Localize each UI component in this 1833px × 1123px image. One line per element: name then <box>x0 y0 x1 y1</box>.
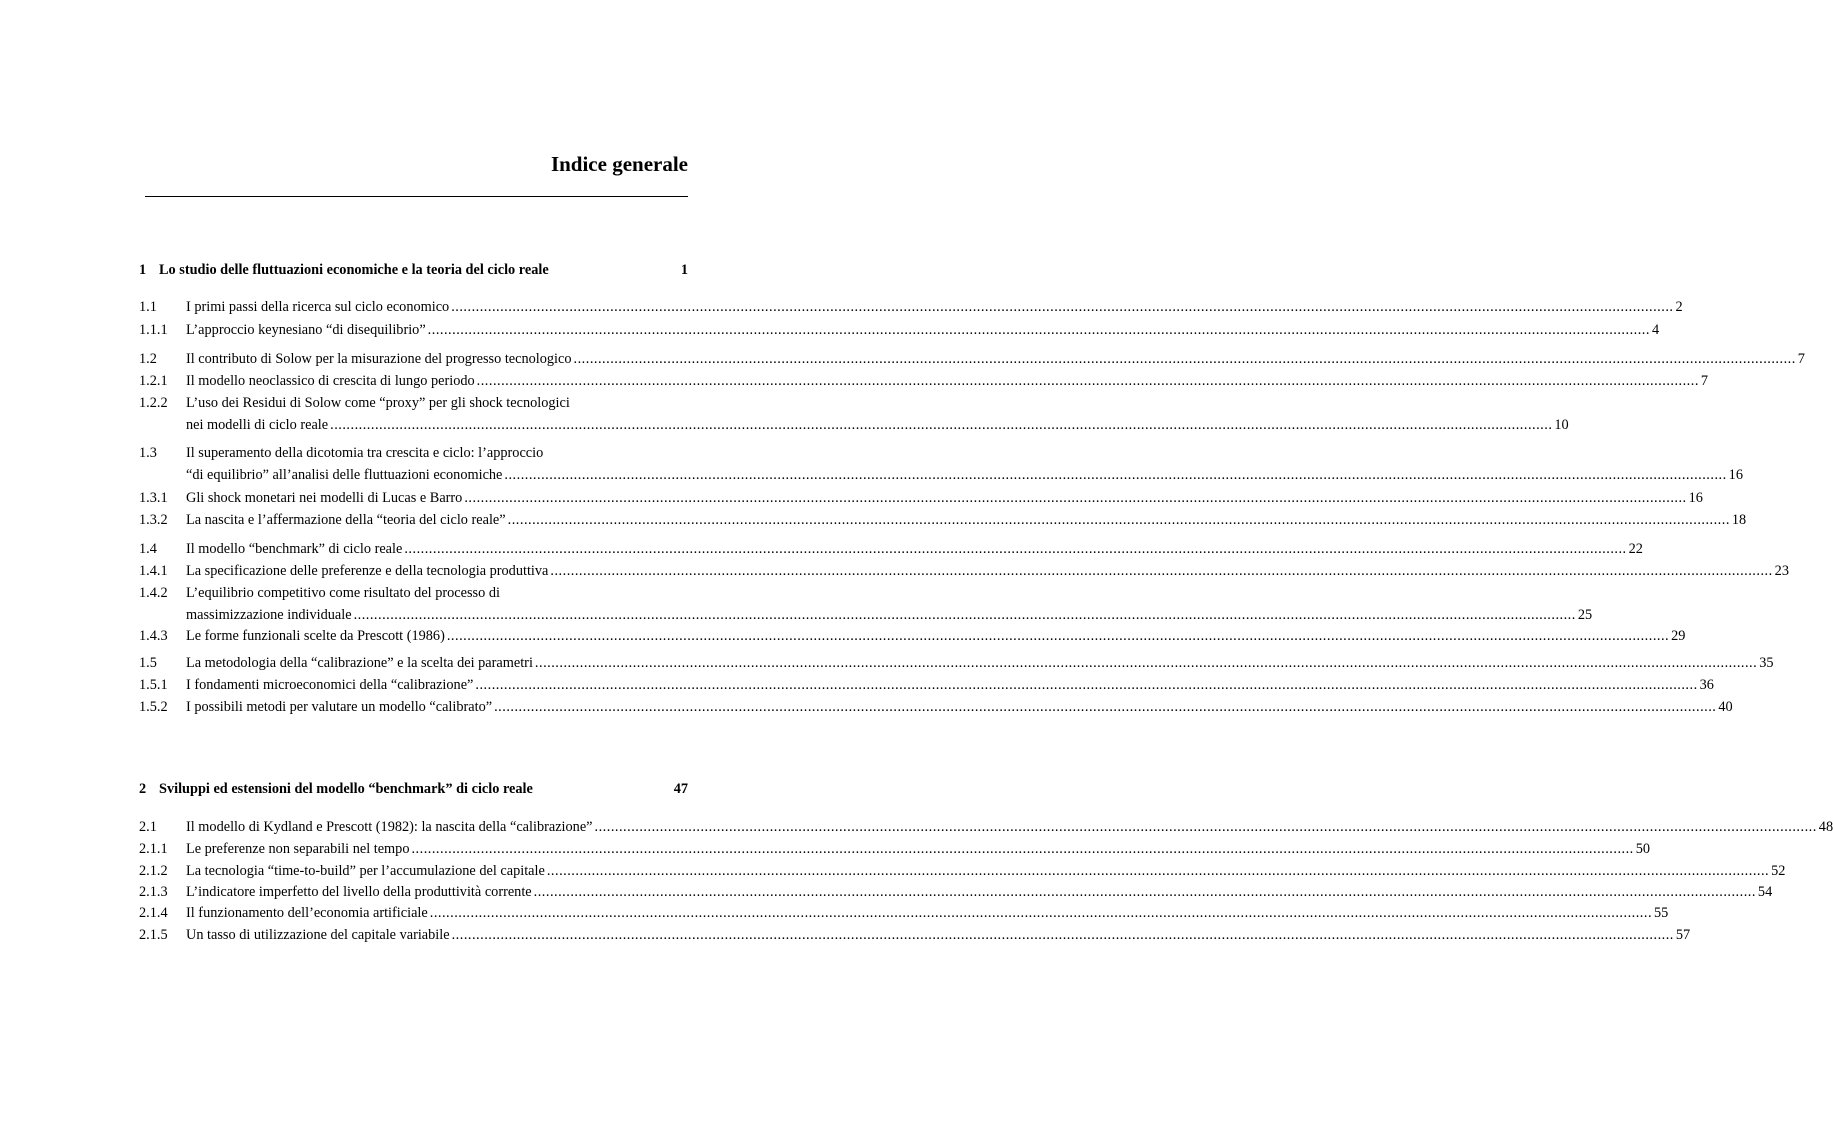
page-number: 7 <box>1797 351 1805 367</box>
dot-leader: ............................................................................................................................................................................................................................................................................................................ <box>494 699 1717 715</box>
section-title <box>186 541 1643 563</box>
section-title <box>186 512 1747 534</box>
section-title-line <box>186 607 1593 629</box>
section-title-line <box>186 927 1691 949</box>
page-number: 18 <box>1731 512 1747 528</box>
page-number: 35 <box>1759 655 1774 671</box>
section-title-text: Le forme funzionali scelte da Prescott (1986) <box>186 628 445 644</box>
dot-leader: ............................................................................................................................................................................................................................................................................................................ <box>546 863 1770 879</box>
section-title-line <box>186 445 688 467</box>
section-title <box>186 628 1686 650</box>
section-title-line <box>186 819 1833 841</box>
section-title-text: massimizzazione individuale <box>186 607 352 623</box>
section-number: 1.2 <box>139 351 157 367</box>
page-number: 16 <box>1688 490 1703 506</box>
section-number: 2.1 <box>139 819 157 835</box>
dot-leader: ............................................................................................................................................................................................................................................................................................................ <box>451 927 1674 943</box>
page-number: 22 <box>1628 541 1643 557</box>
section-title-text: Un tasso di utilizzazione del capitale variabile <box>186 927 450 943</box>
section-title-text: La metodologia della “calibrazione” e la scelta dei parametri <box>186 655 533 671</box>
section-number: 1.1.1 <box>139 322 168 338</box>
section-title-text: Il funzionamento dell’economia artificiale <box>186 905 428 921</box>
section-title <box>186 677 1714 699</box>
page-number: 10 <box>1554 417 1569 433</box>
section-number: 1.2.1 <box>139 373 168 389</box>
section-title <box>186 490 1703 512</box>
dot-leader: ............................................................................................................................................................................................................................................................................................................ <box>451 299 1674 315</box>
section-title <box>186 884 1773 906</box>
section-title-line <box>186 628 1686 650</box>
dot-leader: ............................................................................................................................................................................................................................................................................................................ <box>429 905 1653 921</box>
section-number: 1.3.2 <box>139 512 168 528</box>
section-number: 1.3.1 <box>139 490 168 506</box>
section-number: 2.1.5 <box>139 927 168 943</box>
chapter-page-number: 1 <box>680 262 688 278</box>
section-title-text: La nascita e l’affermazione della “teoria del ciclo reale” <box>186 512 506 528</box>
page-number: 48 <box>1818 819 1833 835</box>
page-number: 55 <box>1654 905 1669 921</box>
chapter-number: 1 <box>139 262 147 278</box>
section-number: 1.3 <box>139 445 157 461</box>
section-title <box>186 395 1569 439</box>
section-title <box>186 655 1774 677</box>
section-title-line <box>186 841 1651 863</box>
dot-leader: ............................................................................................................................................................................................................................................................................................................ <box>475 677 1698 693</box>
page-number: 50 <box>1635 841 1651 857</box>
section-title-line <box>186 512 1747 534</box>
section-title-line <box>186 905 1669 927</box>
section-title-line <box>186 299 1683 321</box>
dot-leader: ............................................................................................................................................................................................................................................................................................................ <box>353 607 1576 623</box>
page-number: 29 <box>1671 628 1686 644</box>
page-number: 2 <box>1675 299 1683 315</box>
page-number: 23 <box>1774 563 1789 579</box>
section-title-text: L’indicatore imperfetto del livello della produttività corrente <box>186 884 532 900</box>
section-number: 1.5.1 <box>139 677 168 693</box>
section-title <box>186 905 1669 927</box>
section-title <box>186 351 1805 373</box>
page-number: 25 <box>1577 607 1593 623</box>
section-title <box>186 819 1833 841</box>
section-title-line <box>186 863 1786 885</box>
section-number: 1.4.1 <box>139 563 168 579</box>
page-number: 4 <box>1651 322 1660 338</box>
title-divider <box>145 196 688 197</box>
chapter-heading[interactable] <box>139 781 688 797</box>
page-number: 57 <box>1675 927 1691 943</box>
dot-leader: ............................................................................................................................................................................................................................................................................................................ <box>534 655 1758 671</box>
section-title <box>186 863 1786 885</box>
section-title-text: La tecnologia “time-to-build” per l’accumulazione del capitale <box>186 863 545 879</box>
section-title-line <box>186 563 1789 585</box>
section-title-text: I fondamenti microeconomici della “calibrazione” <box>186 677 474 693</box>
section-number: 1.2.2 <box>139 395 168 411</box>
dot-leader: ............................................................................................................................................................................................................................................................................................................ <box>533 884 1756 900</box>
section-title-text: Il modello di Kydland e Prescott (1982): la nascita della “calibrazione” <box>186 819 593 835</box>
section-title-text: L’approccio keynesiano “di disequilibrio” <box>186 322 426 338</box>
section-title <box>186 563 1789 585</box>
section-title-line <box>186 467 1743 489</box>
section-title-line <box>186 677 1714 699</box>
section-title-text: Il modello “benchmark” di ciclo reale <box>186 541 403 557</box>
section-title-line <box>186 585 688 607</box>
dot-leader: ............................................................................................................................................................................................................................................................................................................ <box>464 490 1687 506</box>
page-number: 40 <box>1718 699 1733 715</box>
section-number: 2.1.3 <box>139 884 168 900</box>
section-title-line <box>186 373 1709 395</box>
section-title-line <box>186 351 1805 373</box>
dot-leader: ............................................................................................................................................................................................................................................................................................................ <box>446 628 1670 644</box>
section-title-text: Il modello neoclassico di crescita di lungo periodo <box>186 373 475 389</box>
section-title-text: L’equilibrio competitivo come risultato del processo di <box>186 585 500 601</box>
section-title <box>186 585 1593 629</box>
section-title <box>186 299 1683 321</box>
section-number: 1.4.2 <box>139 585 168 601</box>
dot-leader: ............................................................................................................................................................................................................................................................................................................ <box>476 373 1699 389</box>
section-number: 2.1.4 <box>139 905 168 921</box>
chapter-number: 2 <box>139 781 147 797</box>
section-title <box>186 699 1733 721</box>
chapter-title: Lo studio delle fluttuazioni economiche e la teoria del ciclo reale <box>159 262 549 278</box>
page-number: 52 <box>1771 863 1786 879</box>
page-number: 7 <box>1700 373 1709 389</box>
dot-leader: ............................................................................................................................................................................................................................................................................................................ <box>427 322 1650 338</box>
section-title-text: Il contributo di Solow per la misurazione del progresso tecnologico <box>186 351 572 367</box>
page-number: 16 <box>1728 467 1743 483</box>
section-title-line <box>186 490 1703 512</box>
section-title-text: Il superamento della dicotomia tra crescita e ciclo: l’approccio <box>186 445 544 461</box>
page-number: 36 <box>1699 677 1714 693</box>
section-title-line <box>186 884 1773 906</box>
dot-leader: ............................................................................................................................................................................................................................................................................................................ <box>573 351 1796 367</box>
page-number: 54 <box>1757 884 1773 900</box>
dot-leader: ............................................................................................................................................................................................................................................................................................................ <box>504 467 1727 483</box>
page-title: Indice generale <box>550 152 688 176</box>
section-title-line <box>186 322 1660 344</box>
chapter-page-number: 47 <box>673 781 688 797</box>
dot-leader: ............................................................................................................................................................................................................................................................................................................ <box>594 819 1817 835</box>
section-number: 2.1.2 <box>139 863 168 879</box>
section-title-text: I primi passi della ricerca sul ciclo economico <box>186 299 450 315</box>
section-title-text: L’uso dei Residui di Solow come “proxy” per gli shock tecnologici <box>186 395 570 411</box>
section-title <box>186 322 1660 344</box>
section-title <box>186 841 1651 863</box>
section-title-text: I possibili metodi per valutare un modello “calibrato” <box>186 699 493 715</box>
dot-leader: ............................................................................................................................................................................................................................................................................................................ <box>404 541 1627 557</box>
dot-leader: ............................................................................................................................................................................................................................................................................................................ <box>507 512 1730 528</box>
section-title-line <box>186 541 1643 563</box>
section-title <box>186 373 1709 395</box>
section-number: 1.5 <box>139 655 157 671</box>
dot-leader: ............................................................................................................................................................................................................................................................................................................ <box>330 417 1553 433</box>
section-number: 1.1 <box>139 299 157 315</box>
dot-leader: ............................................................................................................................................................................................................................................................................................................ <box>411 841 1634 857</box>
section-title-text: Le preferenze non separabili nel tempo <box>186 841 410 857</box>
section-number: 1.4 <box>139 541 157 557</box>
section-title-text: nei modelli di ciclo reale <box>186 417 329 433</box>
section-title-line <box>186 655 1774 677</box>
section-title <box>186 445 1743 489</box>
section-title <box>186 927 1691 949</box>
dot-leader: ............................................................................................................................................................................................................................................................................................................ <box>550 563 1773 579</box>
section-title-line <box>186 395 688 417</box>
section-number: 1.4.3 <box>139 628 168 644</box>
chapter-heading[interactable] <box>139 262 688 278</box>
section-title-text: Gli shock monetari nei modelli di Lucas e Barro <box>186 490 463 506</box>
chapter-title: Sviluppi ed estensioni del modello “benchmark” di ciclo reale <box>159 781 533 797</box>
section-number: 2.1.1 <box>139 841 168 857</box>
section-title-text: La specificazione delle preferenze e della tecnologia produttiva <box>186 563 549 579</box>
section-title-line <box>186 417 1569 439</box>
section-title-text: “di equilibrio” all’analisi delle fluttuazioni economiche <box>186 467 503 483</box>
section-number: 1.5.2 <box>139 699 168 715</box>
section-title-line <box>186 699 1733 721</box>
